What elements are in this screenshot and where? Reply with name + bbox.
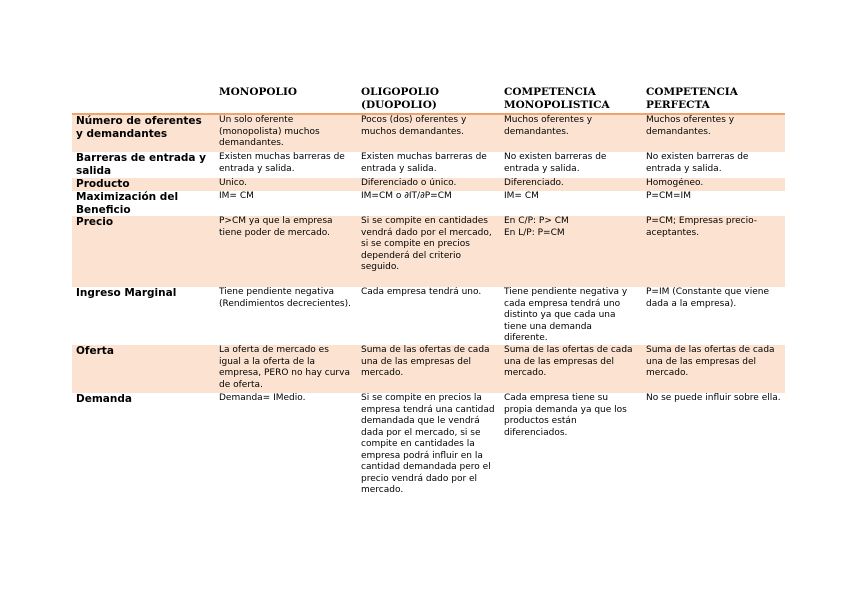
header-oligopolio: OLIGOPOLIO (DUOPOLIO) — [357, 84, 500, 114]
table-cell: Demanda= IMedio. — [215, 393, 357, 513]
table-cell: No existen barreras de entrada y salida. — [500, 152, 642, 178]
table-cell: Cada empresa tiene su propia demanda ya que los productos están diferenciados. — [500, 393, 642, 513]
table-cell: La oferta de mercado es igual a la oferta de la empresa, PERO no hay curva de oferta. — [215, 345, 357, 393]
table-cell: Muchos oferentes y demandantes. — [500, 114, 642, 152]
table-row — [72, 393, 785, 513]
table-cell: IM=CM o ∂IT/∂P=CM — [357, 191, 500, 216]
table-row — [72, 287, 785, 345]
row-label: Ingreso Marginal — [72, 287, 215, 345]
table-cell: P=CM=IM — [642, 191, 785, 216]
header-row — [72, 84, 785, 114]
table-row — [72, 114, 785, 152]
table-cell: Suma de las ofertas de cada una de las empresas del mercado. — [357, 345, 500, 393]
table-cell: No se puede influir sobre ella. — [642, 393, 785, 513]
row-label: Precio — [72, 216, 215, 287]
table-row — [72, 191, 785, 216]
table-row — [72, 216, 785, 287]
table-cell: P=IM (Constante que viene dada a la empresa). — [642, 287, 785, 345]
header-empty — [72, 84, 215, 114]
table-cell: Diferenciado o único. — [357, 178, 500, 191]
table-cell: Único. — [215, 178, 357, 191]
row-label: Barreras de entrada y salida — [72, 152, 215, 178]
table-cell: Pocos (dos) oferentes y muchos demandantes. — [357, 114, 500, 152]
table-cell: Muchos oferentes y demandantes. — [642, 114, 785, 152]
table-cell: Si se compite en precios la empresa tendrá una cantidad demandada que le vendrá dada por el mercado, si se compite en cantidades la empresa podrá influir en la cantidad demandada pero el precio vendrá dado por el mercado. — [357, 393, 500, 513]
table-cell: P=CM; Empresas precio-aceptantes. — [642, 216, 785, 287]
market-structures-table — [72, 84, 785, 513]
row-label: Número de oferentes y demandantes — [72, 114, 215, 152]
row-label: Oferta — [72, 345, 215, 393]
table-cell: IM= CM — [500, 191, 642, 216]
table-cell: Tiene pendiente negativa y cada empresa tendrá uno distinto ya que cada una tiene una demanda diferente. — [500, 287, 642, 345]
header-monopolio: MONOPOLIO — [215, 84, 357, 114]
table-cell: Suma de las ofertas de cada una de las empresas del mercado. — [642, 345, 785, 393]
table-row — [72, 345, 785, 393]
table-cell: Tiene pendiente negativa (Rendimientos decrecientes). — [215, 287, 357, 345]
table-cell: Existen muchas barreras de entrada y salida. — [357, 152, 500, 178]
table-cell: Si se compite en cantidades vendrá dado por el mercado, si se compite en precios dependerá del criterio seguido. — [357, 216, 500, 287]
header-competencia-perfecta: COMPETENCIA PERFECTA — [642, 84, 785, 114]
row-label: Maximización del Beneficio — [72, 191, 215, 216]
table-cell: IM= CM — [215, 191, 357, 216]
row-label: Producto — [72, 178, 215, 191]
table-cell: Existen muchas barreras de entrada y salida. — [215, 152, 357, 178]
row-label: Demanda — [72, 393, 215, 513]
table-row — [72, 178, 785, 191]
table-cell: Un solo oferente (monopolista) muchos demandantes. — [215, 114, 357, 152]
table-row — [72, 152, 785, 178]
header-competencia-monopolistica: COMPETENCIA MONOPOLISTICA — [500, 84, 642, 114]
table-cell: No existen barreras de entrada y salida. — [642, 152, 785, 178]
table-cell: P>CM ya que la empresa tiene poder de mercado. — [215, 216, 357, 287]
table-cell: Cada empresa tendrá uno. — [357, 287, 500, 345]
table-cell: Suma de las ofertas de cada una de las empresas del mercado. — [500, 345, 642, 393]
table-cell: Diferenciado. — [500, 178, 642, 191]
table-cell: Homogéneo. — [642, 178, 785, 191]
table-cell: En C/P: P> CM En L/P: P=CM — [500, 216, 642, 287]
